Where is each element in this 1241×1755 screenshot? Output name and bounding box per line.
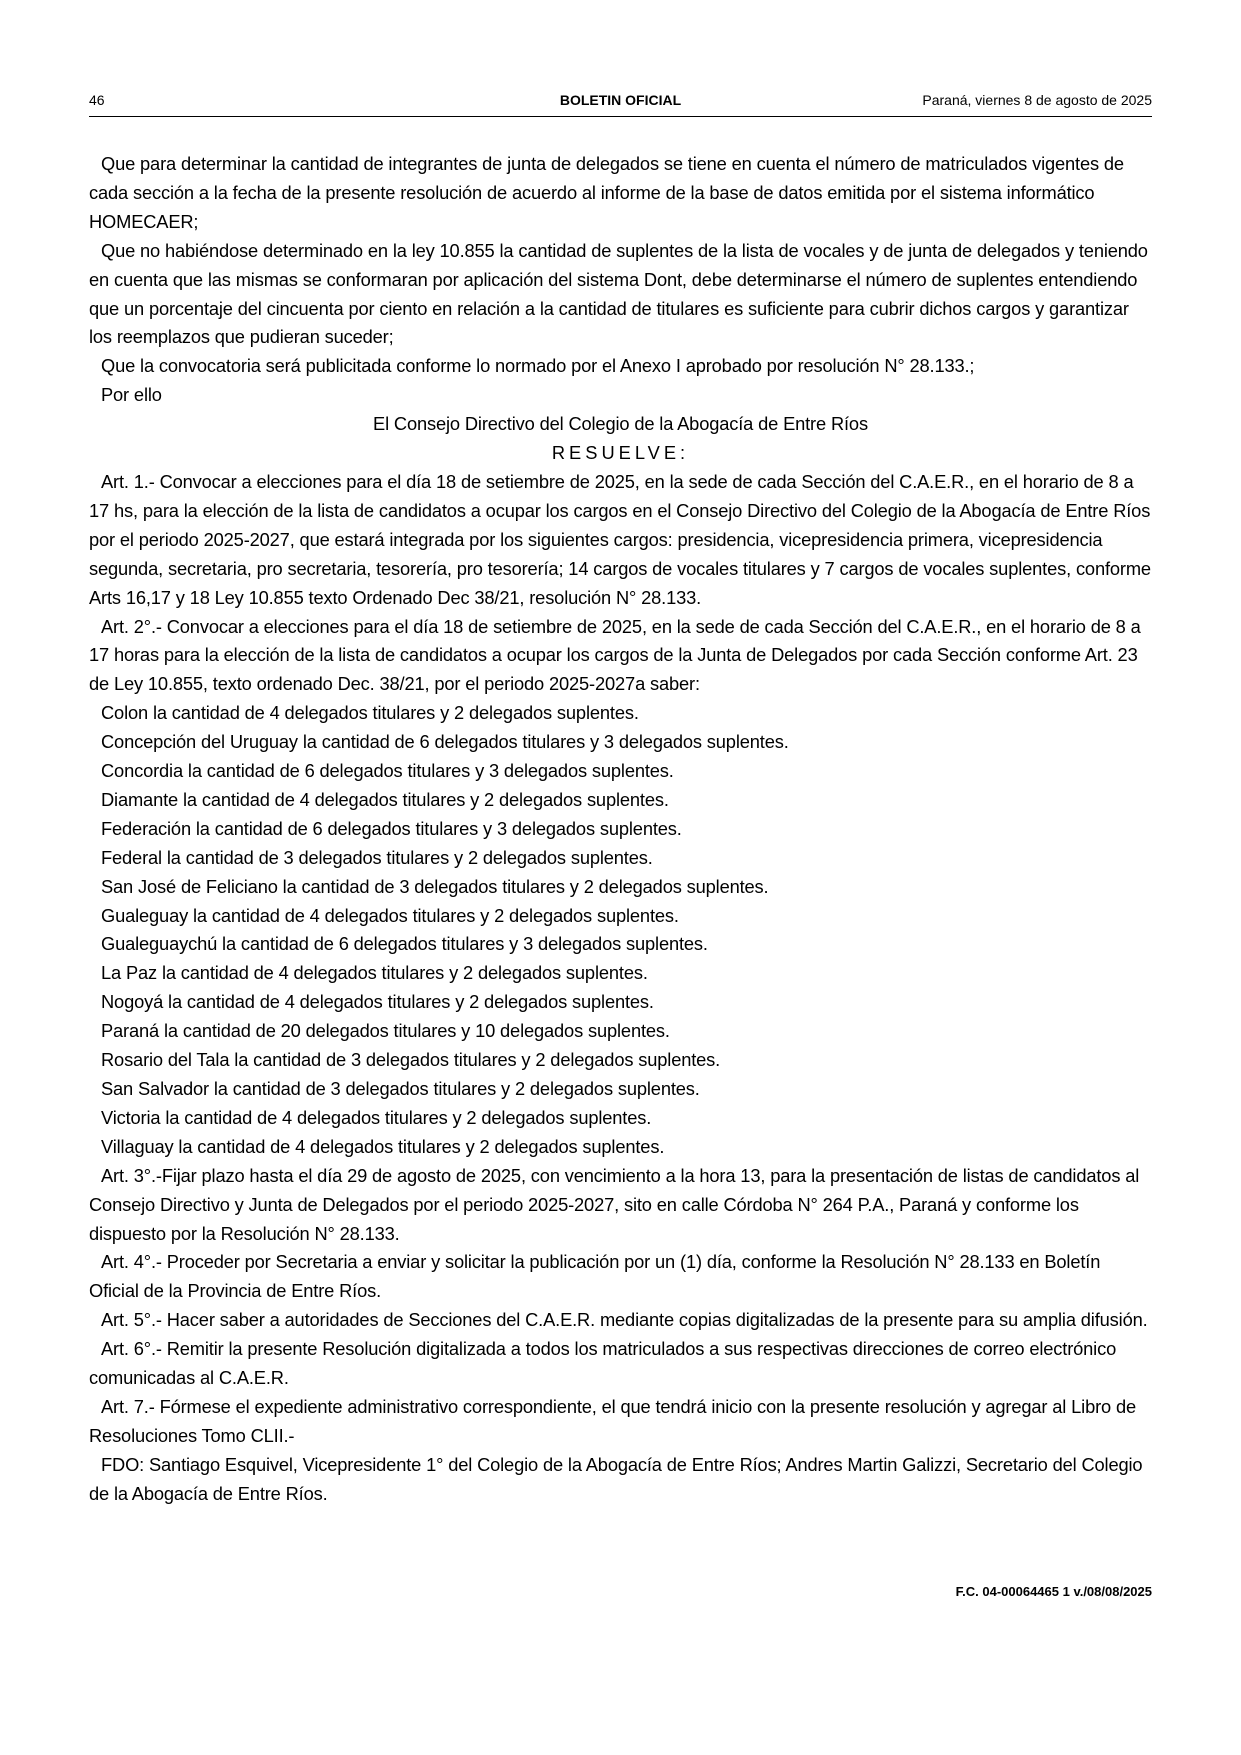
- section-item: Paraná la cantidad de 20 delegados titulares y 10 delegados suplentes.: [101, 1020, 670, 1042]
- article-7: Art. 7.- Fórmese el expediente administrativo correspondiente, el que tendrá inicio con la presente resolución y agregar al Libro de Resoluciones Tomo CLII.-: [89, 1395, 1137, 1446]
- considerando-paragraph: Que para determinar la cantidad de integrantes de junta de delegados se tiene en cuenta el número de matriculados vigentes de cada sección a la fecha de la presente resolución de acuerdo al informe de la base de datos emitida por el sistema informático HOMECAER;: [89, 153, 1124, 232]
- article-5: Art. 5°.- Hacer saber a autoridades de Secciones del C.A.E.R. mediante copias digitalizadas de la presente para su amplia difusión.: [101, 1309, 1148, 1331]
- page-header: [89, 88, 1152, 117]
- section-item: Colon la cantidad de 4 delegados titulares y 2 delegados suplentes.: [101, 702, 639, 724]
- section-item: Federal la cantidad de 3 delegados titulares y 2 delegados suplentes.: [101, 846, 653, 868]
- section-item: Diamante la cantidad de 4 delegados titulares y 2 delegados suplentes.: [101, 788, 669, 810]
- considerando-paragraph: Que la convocatoria será publicitada conforme lo normado por el Anexo I aprobado por resolución N° 28.133.;: [101, 355, 975, 377]
- considerando-paragraph: Que no habiéndose determinado en la ley 10.855 la cantidad de suplentes de la lista de vocales y de junta de delegados y teniendo en cuenta que las mismas se conformaran por aplicación del sistema Dont, debe determinarse el número de suplentes entendiendo que un porcentaje del cincuenta por ciento en relación a la cantidad de titulares es suficiente para cubrir dichos cargos y garantizar los reemplazos que pudieran suceder;: [89, 239, 1148, 348]
- article-1: Art. 1.- Convocar a elecciones para el día 18 de setiembre de 2025, en la sede de cada Sección del C.A.E.R., en el horario de 8 a 17 hs, para la elección de la lista de candidatos a ocupar los cargos en el Consejo Directivo del Colegio de la Abogacía de Entre Ríos por el periodo 2025-2027, que estará integrada por los siguientes cargos: presidencia, vicepresidencia primera, vicepresidencia segunda, secretaria, pro secretaria, tesorería, pro tesorería; 14 cargos de vocales titulares y 7 cargos de vocales suplentes, conforme Arts 16,17 y 18 Ley 10.855 texto Ordenado Dec 38/21, resolución N° 28.133.: [89, 470, 1151, 608]
- issuer-line: El Consejo Directivo del Colegio de la Abogacía de Entre Ríos: [373, 413, 868, 435]
- publication-date: Paraná, viernes 8 de agosto de 2025: [922, 92, 1152, 108]
- section-item: Victoria la cantidad de 4 delegados titulares y 2 delegados suplentes.: [101, 1106, 652, 1128]
- resuelve-heading: RESUELVE:: [551, 442, 690, 464]
- por-ello-line: Por ello: [101, 384, 162, 406]
- section-item: Gualeguaychú la cantidad de 6 delegados titulares y 3 delegados suplentes.: [101, 933, 708, 955]
- article-3: Art. 3°.-Fijar plazo hasta el día 29 de agosto de 2025, con vencimiento a la hora 13, para la presentación de listas de candidatos al Consejo Directivo y Junta de Delegados por el periodo 2025-2027, sito en calle Córdoba N° 264 P.A., Paraná y conforme los dispuesto por la Resolución N° 28.133.: [89, 1164, 1140, 1244]
- section-item: La Paz la cantidad de 4 delegados titulares y 2 delegados suplentes.: [101, 962, 648, 984]
- article-6: Art. 6°.- Remitir la presente Resolución digitalizada a todos los matriculados a sus respectivas direcciones de correo electrónico comunicadas al C.A.E.R.: [89, 1338, 1117, 1389]
- resolution-body: [89, 150, 1152, 1509]
- signature-paragraph: FDO: Santiago Esquivel, Vicepresidente 1° del Colegio de la Abogacía de Entre Ríos; Andres Martin Galizzi, Secretario del Colegio de la Abogacía de Entre Ríos.: [89, 1453, 1143, 1504]
- section-item: San Salvador la cantidad de 3 delegados titulares y 2 delegados suplentes.: [101, 1078, 700, 1099]
- section-item: Gualeguay la cantidad de 4 delegados titulares y 2 delegados suplentes.: [101, 904, 679, 926]
- article-4: Art. 4°.- Proceder por Secretaria a enviar y solicitar la publicación por un (1) día, conforme la Resolución N° 28.133 en Boletín Oficial de la Provincia de Entre Ríos.: [89, 1251, 1101, 1302]
- publication-title: BOLETIN OFICIAL: [559, 92, 682, 108]
- section-item: San José de Feliciano la cantidad de 3 delegados titulares y 2 delegados suplentes.: [101, 875, 769, 897]
- section-item: Rosario del Tala la cantidad de 3 delegados titulares y 2 delegados suplentes.: [101, 1049, 721, 1071]
- section-item: Concordia la cantidad de 6 delegados titulares y 3 delegados suplentes.: [101, 760, 674, 782]
- section-item: Villaguay la cantidad de 4 delegados titulares y 2 delegados suplentes.: [101, 1135, 665, 1157]
- section-item: Concepción del Uruguay la cantidad de 6 delegados titulares y 3 delegados suplentes.: [101, 731, 789, 753]
- sections-list: [89, 699, 1152, 1162]
- publication-reference: F.C. 04-00064465 1 v./08/08/2025: [955, 1584, 1152, 1599]
- page-number: 46: [89, 92, 105, 108]
- section-item: Nogoyá la cantidad de 4 delegados titulares y 2 delegados suplentes.: [101, 991, 654, 1013]
- section-item: Federación la cantidad de 6 delegados titulares y 3 delegados suplentes.: [101, 817, 682, 839]
- article-2: Art. 2°.- Convocar a elecciones para el día 18 de setiembre de 2025, en la sede de cada Sección del C.A.E.R., en el horario de 8 a 17 horas para la elección de la lista de candidatos a ocupar los cargos de la Junta de Delegados por cada Sección conforme Art. 23 de Ley 10.855, texto ordenado Dec. 38/21, por el periodo 2025-2027a saber:: [89, 615, 1141, 695]
